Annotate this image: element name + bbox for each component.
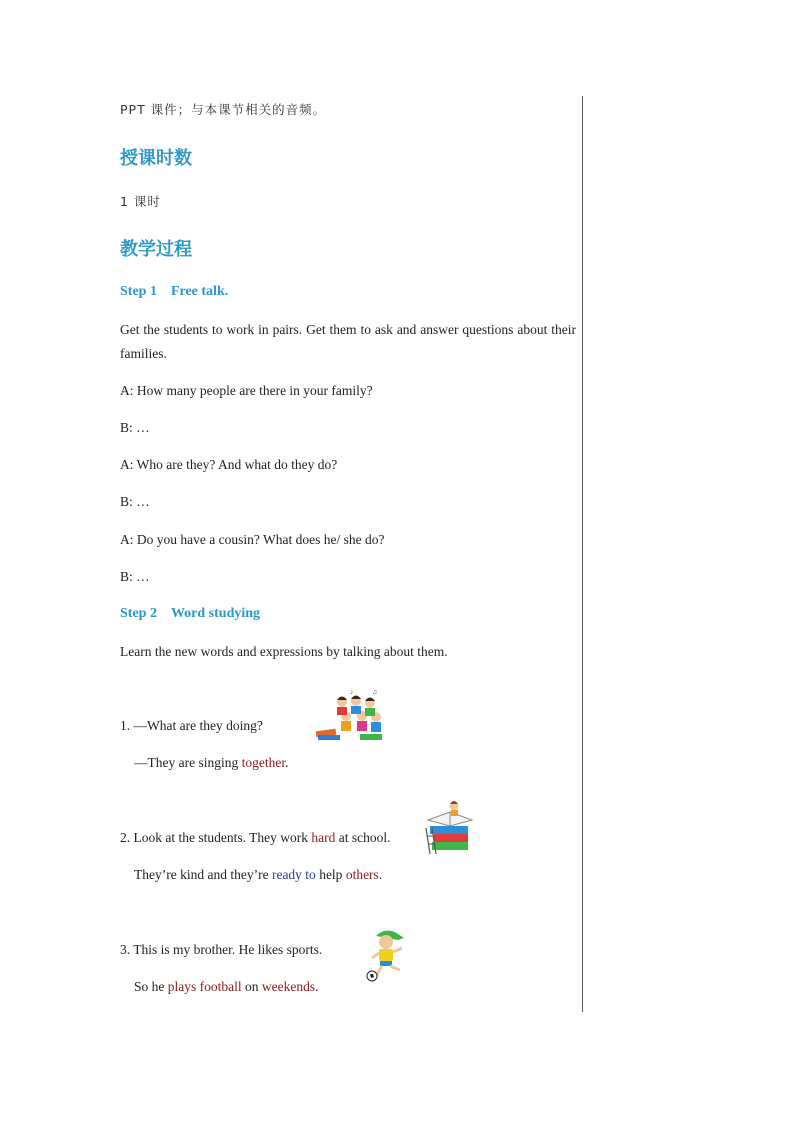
step2-title: Word studying	[170, 606, 261, 621]
vocab-ready-to: ready to	[271, 867, 316, 882]
vocab-plays-football: plays football	[167, 979, 242, 994]
step1-title: Free talk.	[170, 284, 229, 299]
hours-value: 1 课时	[120, 194, 161, 209]
dialogue-line: A: Who are they? And what do they do?	[120, 457, 338, 472]
item3-line2-text: So he	[134, 979, 168, 994]
item2-line2-end: .	[378, 867, 383, 882]
vocab-weekends: weekends	[261, 979, 316, 994]
item3-line2-end: .	[315, 979, 319, 994]
step1-intro: Get the students to work in pairs. Get them to ask and answer questions about their families.	[120, 322, 576, 361]
dialogue-line: B: …	[120, 569, 150, 584]
svg-text:♫: ♫	[372, 688, 378, 696]
item1-answer-text: —They are singing	[134, 755, 242, 770]
item3-line2	[134, 979, 318, 995]
dialogue-line: A: Do you have a cousin? What does he/ she do?	[120, 532, 385, 547]
vocab-together: together	[241, 755, 286, 770]
student-on-books-icon	[420, 798, 482, 858]
step1-heading	[120, 284, 228, 300]
item2-line1	[120, 830, 390, 846]
item3-line2-mid: on	[241, 979, 262, 994]
singing-children-icon	[312, 688, 388, 744]
vocab-hard: hard	[311, 830, 336, 845]
hours-heading: 授课时数	[120, 148, 192, 169]
dialogue-line: A: How many people are there in your family?	[120, 383, 373, 398]
item1-answer-end: .	[285, 755, 289, 770]
materials-line: PPT 课件；与本课节相关的音频。	[120, 102, 327, 117]
step2-intro: Learn the new words and expressions by talking about them.	[120, 644, 448, 659]
item3-line1: 3. This is my brother. He likes sports.	[120, 942, 323, 957]
item1-question: 1. —What are they doing?	[120, 718, 263, 733]
step2-label: Step 2	[120, 606, 157, 621]
item2-line2-text: They’re kind and they’re	[134, 867, 272, 882]
step1-label: Step 1	[120, 284, 157, 299]
boy-playing-football-icon	[362, 926, 412, 984]
step2-heading	[120, 606, 260, 622]
page-margin-line	[582, 96, 583, 1012]
vocab-others: others	[345, 867, 379, 882]
item2-line1-text: 2. Look at the students. They work	[120, 830, 312, 845]
svg-text:♪: ♪	[350, 688, 354, 696]
item2-line1-end: at school.	[335, 830, 391, 845]
dialogue-line: B: …	[120, 494, 150, 509]
item2-line2	[134, 867, 382, 883]
item2-line2-mid: help	[315, 867, 346, 882]
item1-answer	[134, 755, 288, 771]
process-heading: 教学过程	[120, 239, 192, 260]
dialogue-line: B: …	[120, 420, 150, 435]
